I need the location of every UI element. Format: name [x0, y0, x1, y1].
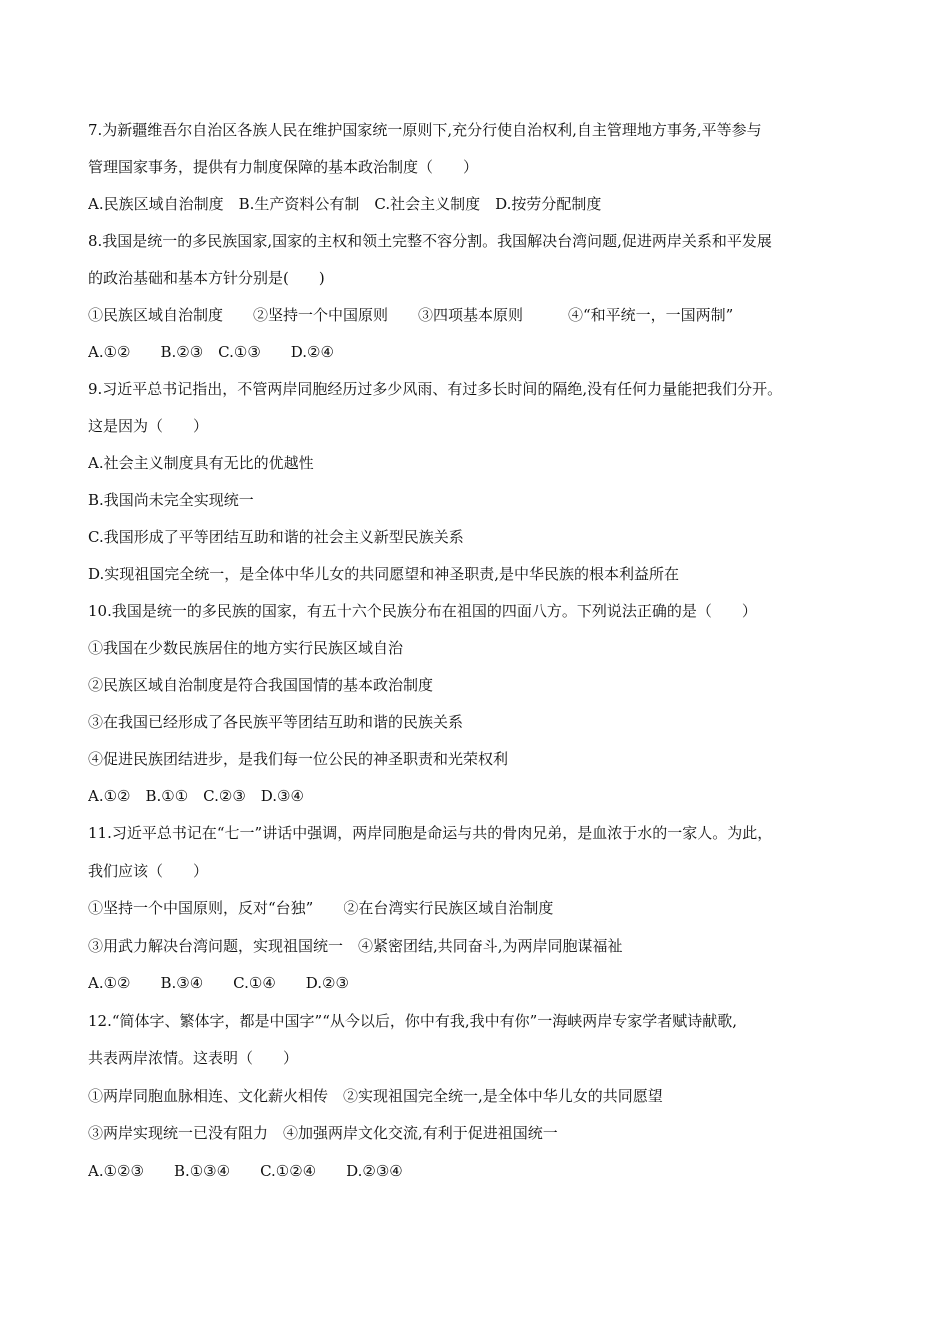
question-stem-line: 12.“简体字、繁体字，都是中国字”“从今以后，你中有我,我中有你”一海峡两岸专家学者赋诗献歌,	[88, 1011, 738, 1030]
question-9	[88, 371, 868, 593]
statement-options-line: ①两岸同胞血脉相连、文化薪火相传 ②实现祖国完全统一,是全体中华儿女的共同愿望	[88, 1086, 663, 1105]
question-7	[88, 112, 868, 223]
statement-options-line: ③用武力解决台湾问题，实现祖国统一 ④紧密团结,共同奋斗,为两岸同胞谋福祉	[88, 936, 623, 955]
statement-options-line: ①坚持一个中国原则，反对“台独” ②在台湾实行民族区域自治制度	[88, 899, 554, 917]
answer-option-c: C.我国形成了平等团结互助和谐的社会主义新型民族关系	[88, 528, 464, 546]
question-stem-line: 11.习近平总书记在“七一”讲话中强调，两岸同胞是命运与共的骨肉兄弟，是血浓于水的一家人。为此，	[88, 824, 773, 842]
answer-options-line: A.民族区域自治制度 B.生产资料公有制 C.社会主义制度 D.按劳分配制度	[88, 195, 602, 213]
question-stem-line: 7.为新疆维吾尔自治区各族人民在维护国家统一原则下,充分行使自治权利,自主管理地方事务,平等参与	[88, 121, 762, 139]
question-11	[88, 815, 868, 1003]
answer-option-b: B.我国尚未完全实现统一	[88, 491, 254, 509]
question-10	[88, 593, 868, 815]
statement-options-line: ③两岸实现统一已没有阻力 ④加强两岸文化交流,有利于促进祖国统一	[88, 1124, 558, 1142]
statement-4: ④促进民族团结进步，是我们每一位公民的神圣职责和光荣权利	[88, 750, 509, 768]
question-stem-line: 共表两岸浓情。这表明（ ）	[88, 1049, 299, 1067]
statement-3: ③在我国已经形成了各民族平等团结互助和谐的民族关系	[88, 713, 464, 731]
question-stem-line: 9.习近平总书记指出，不管两岸同胞经历过多少风雨、有过多长时间的隔绝,没有任何力量能把我们分开。	[88, 380, 783, 398]
question-list	[88, 112, 868, 1190]
question-stem-line: 10.我国是统一的多民族的国家，有五十六个民族分布在祖国的四面八方。下列说法正确的是（ ）	[88, 602, 757, 620]
statement-2: ②民族区域自治制度是符合我国国情的基本政治制度	[88, 676, 434, 694]
answer-options-line: A.①②③ B.①③④ C.①②④ D.②③④	[88, 1161, 403, 1180]
answer-option-d: D.实现祖国完全统一，是全体中华儿女的共同愿望和神圣职责,是中华民族的根本利益所在	[88, 565, 680, 583]
statement-options-line: ①民族区域自治制度 ②坚持一个中国原则 ③四项基本原则 ④“和平统一，一国两制”	[88, 306, 734, 324]
question-stem-line: 8.我国是统一的多民族国家,国家的主权和领土完整不容分割。我国解决台湾问题,促进两岸关系和平发展	[88, 232, 772, 250]
question-8	[88, 223, 868, 371]
answer-option-a: A.社会主义制度具有无比的优越性	[88, 454, 314, 472]
question-stem-line: 管理国家事务，提供有力制度保障的基本政治制度（ ）	[88, 158, 479, 176]
statement-1: ①我国在少数民族居住的地方实行民族区域自治	[88, 639, 404, 657]
answer-options-line: A.①② B.②③ C.①③ D.②④	[88, 343, 334, 361]
answer-options-line: A.①② B.①① C.②③ D.③④	[88, 787, 304, 805]
question-stem-line: 这是因为（ ）	[88, 417, 209, 435]
question-12	[88, 1003, 868, 1191]
question-stem-line: 的政治基础和基本方针分别是( )	[88, 269, 325, 287]
question-stem-line: 我们应该（ ）	[88, 861, 209, 880]
answer-options-line: A.①② B.③④ C.①④ D.②③	[88, 974, 349, 992]
